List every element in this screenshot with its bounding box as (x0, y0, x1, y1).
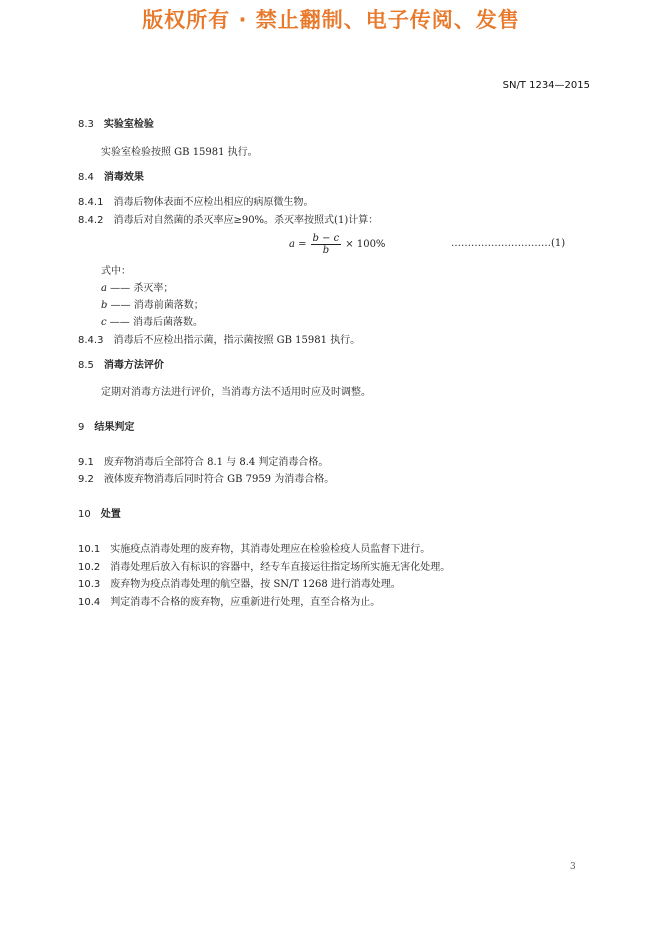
section-title: 处置 (100, 509, 121, 520)
section-title: 消毒效果 (103, 172, 144, 183)
section-8-4-heading (78, 171, 144, 185)
clause-text: 消毒后物体表面不应检出相应的病原微生物。 (113, 197, 314, 208)
section-number: 9 (78, 422, 85, 433)
clause-9-2 (78, 473, 334, 487)
formula-numerator: b − c (312, 233, 340, 244)
equation-number: …………………………(1) (451, 238, 566, 249)
section-8-5-heading (78, 359, 164, 373)
where-item (101, 316, 203, 330)
page-number: 3 (570, 862, 576, 872)
kill-rate-formula (289, 233, 385, 256)
clause-number: 8.4.1 (78, 197, 104, 208)
formula-lhs: a = (289, 239, 307, 250)
clause-number: 9.2 (78, 474, 94, 485)
clause-10-3 (78, 578, 401, 592)
clause-text: 液体废弃物消毒后同时符合 GB 7959 为消毒合格。 (103, 474, 335, 485)
section-number: 8.3 (78, 119, 94, 130)
formula-rhs: × 100% (345, 239, 386, 250)
section-8-3-paragraph: 实验室检验按照 GB 15981 执行。 (101, 147, 258, 158)
variable-description: —— 杀灭率； (110, 283, 174, 294)
variable-symbol: a (101, 283, 107, 294)
clause-10-4 (78, 596, 380, 610)
clause-number: 9.1 (78, 457, 94, 468)
clause-text: 判定消毒不合格的废弃物，应重新进行处理，直至合格为止。 (110, 597, 381, 608)
section-title: 实验室检验 (103, 119, 154, 130)
clause-8-4-3 (78, 334, 360, 348)
section-8-3-heading (78, 118, 154, 132)
section-title: 消毒方法评价 (103, 360, 164, 371)
clause-9-1 (78, 456, 328, 470)
section-number: 10 (78, 509, 91, 520)
clause-10-2 (78, 561, 450, 575)
clause-8-4-1 (78, 196, 313, 210)
clause-text: 废弃物消毒后全部符合 8.1 与 8.4 判定消毒合格。 (103, 457, 329, 468)
clause-text: 消毒后对自然菌的杀灭率应≥90%。杀灭率按照式(1)计算： (113, 215, 379, 226)
section-8-5-paragraph: 定期对消毒方法进行评价，当消毒方法不适用时应及时调整。 (101, 387, 371, 398)
variable-description: —— 消毒前菌落数； (110, 300, 204, 311)
section-number: 8.5 (78, 360, 94, 371)
section-10-heading (78, 508, 121, 522)
section-9-heading (78, 421, 134, 435)
clause-text: 废弃物为疫点消毒处理的航空器，按 SN/T 1268 进行消毒处理。 (110, 579, 401, 590)
variable-symbol: b (101, 300, 108, 311)
clause-number: 8.4.2 (78, 215, 104, 226)
section-number: 8.4 (78, 172, 94, 183)
section-title: 结果判定 (94, 422, 135, 433)
clause-number: 10.2 (78, 562, 101, 573)
clause-text: 消毒处理后放入有标识的容器中，经专车直接运往指定场所实施无害化处理。 (110, 562, 451, 573)
clause-10-1 (78, 543, 430, 557)
clause-number: 8.4.3 (78, 335, 104, 346)
clause-text: 实施疫点消毒处理的废弃物，其消毒处理应在检验检疫人员监督下进行。 (110, 544, 431, 555)
clause-number: 10.1 (78, 544, 101, 555)
where-item (101, 299, 204, 313)
where-item (101, 282, 173, 296)
clause-text: 消毒后不应检出指示菌，指示菌按照 GB 15981 执行。 (113, 335, 361, 346)
clause-number: 10.4 (78, 597, 101, 608)
formula-fraction (311, 233, 342, 256)
where-label: 式中： (101, 266, 131, 277)
clause-8-4-2 (78, 214, 378, 228)
standard-code: SN/T 1234—2015 (502, 80, 590, 91)
formula-denominator: b (322, 245, 330, 256)
copyright-watermark: 版权所有 · 禁止翻制、电子传阅、发售 (142, 8, 520, 32)
variable-symbol: c (101, 317, 107, 328)
variable-description: —— 消毒后菌落数。 (109, 317, 203, 328)
clause-number: 10.3 (78, 579, 101, 590)
